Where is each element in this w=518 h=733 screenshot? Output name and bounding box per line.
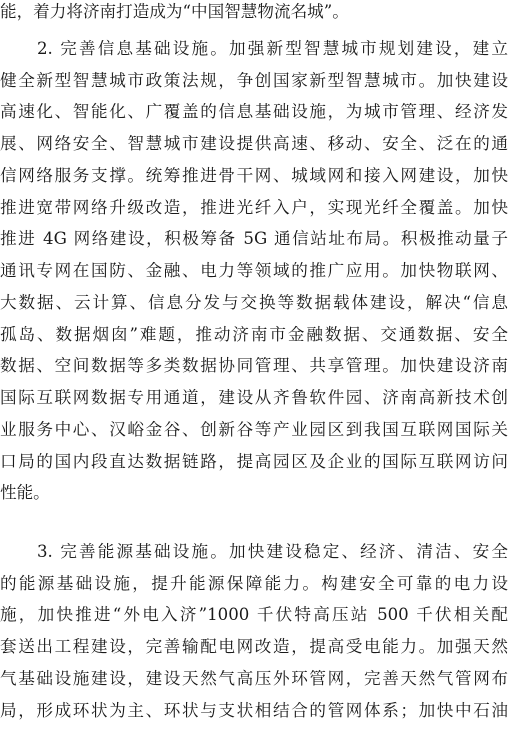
text-line: 业服务中心、汉峪金谷、创新谷等产业园区到我国互联网国际关	[0, 420, 508, 439]
text-line: 口局的国内段直达数据链路，提高园区及企业的国际互联网访问	[0, 452, 508, 471]
text-line: 大数据、云计算、信息分发与交换等数据载体建设，解决“信息	[0, 293, 508, 312]
text-line: 数据、空间数据等多类数据协同管理、共享管理。加快建设济南	[0, 356, 508, 375]
text-line: 推进 4G 网络建设，积极筹备 5G 通信站址布局。积极推动量子	[0, 229, 508, 248]
text-line: 能，着力将济南打造成为“中国智慧物流名城”。	[0, 2, 349, 21]
text-line: 性能。	[0, 483, 50, 502]
text-line: 孤岛、数据烟囱”难题，推动济南市金融数据、交通数据、安全	[0, 325, 508, 344]
text-line: 3. 完善能源基础设施。加快建设稳定、经济、清洁、安全	[37, 542, 508, 561]
text-line: 2. 完善信息基础设施。加强新型智慧城市规划建设，建立	[37, 39, 508, 58]
text-line: 推进宽带网络升级改造，推进光纤入户，实现光纤全覆盖。加快	[0, 198, 508, 217]
text-line: 施，加快推进“外电入济”1000 千伏特高压站 500 千伏相关配	[0, 605, 508, 624]
text-line: 局，形成环状为主、环状与支状相结合的管网体系；加快中石油	[0, 701, 508, 720]
text-line: 国际互联网数据专用通道，建设从齐鲁软件园、济南高新技术创	[0, 388, 508, 407]
text-line: 高速化、智能化、广覆盖的信息基础设施，为城市管理、经济发	[0, 102, 508, 121]
text-line: 的能源基础设施，提升能源保障能力。构建安全可靠的电力设	[0, 574, 508, 593]
text-line: 气基础设施建设，建设天然气高压外环管网，完善天然气管网布	[0, 669, 508, 688]
text-line: 信网络服务支撑。统筹推进骨干网、城域网和接入网建设，加快	[0, 166, 508, 185]
text-line: 健全新型智慧城市政策法规，争创国家新型智慧城市。加快建设	[0, 71, 508, 90]
text-line: 通讯专网在国防、金融、电力等领域的推广应用。加快物联网、	[0, 261, 508, 280]
text-line: 展、网络安全、智慧城市建设提供高速、移动、安全、泛在的通	[0, 134, 508, 153]
text-line: 套送出工程建设，完善输配电网改造，提高受电能力。加强天然	[0, 637, 508, 656]
